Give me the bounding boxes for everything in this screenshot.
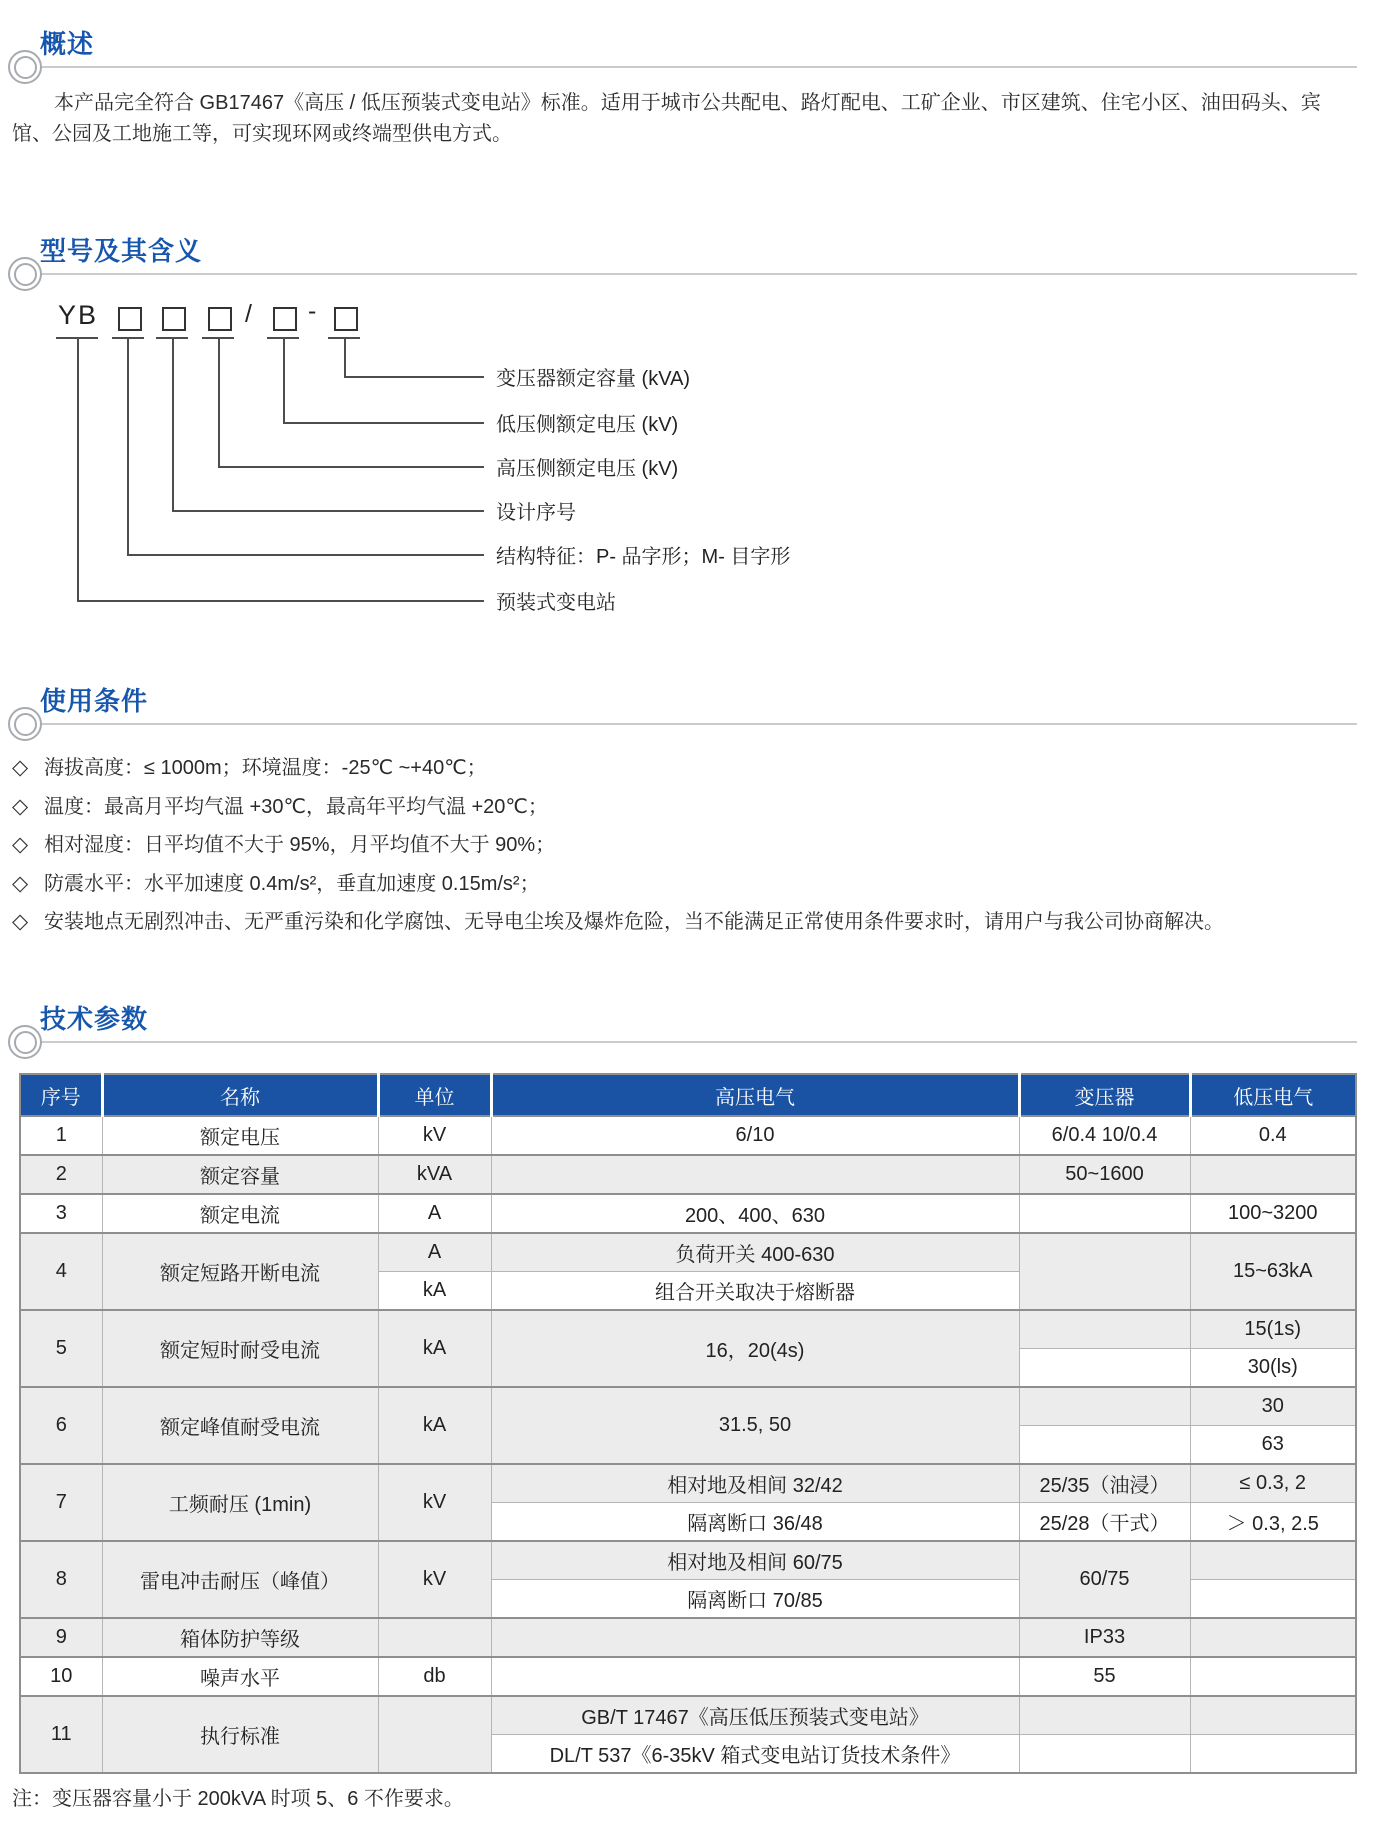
cell-r11-no: 11	[20, 1696, 102, 1773]
cell-r7-lv-b: ＞ 0.3, 2.5	[1190, 1503, 1356, 1542]
cell-r2-unit: kVA	[378, 1155, 491, 1194]
cell-r10-hv	[491, 1657, 1019, 1696]
cell-r3-no: 3	[20, 1194, 102, 1233]
cell-r7-name: 工频耐压 (1min)	[102, 1464, 378, 1541]
cell-r3-unit: A	[378, 1194, 491, 1233]
overview-paragraph: 本产品完全符合 GB17467《高压 / 低压预装式变电站》标准。适用于城市公共配电、路灯配电、工矿企业、市区建筑、住宅小区、油田码头、宾馆、公园及工地施工等，可实现环网或终端型供电方式。	[12, 92, 1321, 145]
connector-hline	[77, 600, 484, 602]
cell-r7-no: 7	[20, 1464, 102, 1541]
connector-vline	[218, 338, 220, 466]
cell-r11-name: 执行标准	[102, 1696, 378, 1773]
cell-r2-no: 2	[20, 1155, 102, 1194]
cell-r5-tr-b	[1019, 1349, 1190, 1388]
cell-r8-tr: 60/75	[1019, 1541, 1190, 1618]
cell-r7-tr-a: 25/35（油浸）	[1019, 1464, 1190, 1503]
cell-r9-name: 箱体防护等级	[102, 1618, 378, 1657]
cell-r3-hv: 200、400、630	[491, 1194, 1019, 1233]
table-row	[20, 1233, 1356, 1272]
cell-r2-lv	[1190, 1155, 1356, 1194]
section-title-conditions: 使用条件	[40, 686, 149, 716]
cell-r9-tr: IP33	[1019, 1618, 1190, 1657]
section-title-model: 型号及其含义	[40, 236, 203, 266]
params-table	[19, 1073, 1357, 1774]
cell-r1-lv: 0.4	[1190, 1116, 1356, 1155]
cell-r11-unit	[378, 1696, 491, 1773]
section-rule	[26, 723, 1357, 725]
condition-text: 防震水平：水平加速度 0.4m/s²，垂直加速度 0.15m/s²；	[44, 872, 540, 895]
cell-r6-tr-b	[1019, 1426, 1190, 1465]
model-box-1	[118, 307, 142, 331]
cell-r5-name: 额定短时耐受电流	[102, 1310, 378, 1387]
table-row	[20, 1116, 1356, 1155]
section-rule	[26, 66, 1357, 68]
model-box-2	[162, 307, 186, 331]
model-code-diagram	[0, 297, 1373, 632]
ring-icon	[8, 257, 42, 291]
connector-vline	[344, 338, 346, 376]
cell-r1-tr: 6/0.4 10/0.4	[1019, 1116, 1190, 1155]
diamond-bullet: ◇	[12, 833, 29, 856]
cell-r2-name: 额定容量	[102, 1155, 378, 1194]
table-row	[20, 1387, 1356, 1426]
cell-r6-tr-a	[1019, 1387, 1190, 1426]
model-label: 设计序号	[496, 502, 576, 524]
header-cell-no: 序号	[20, 1074, 102, 1116]
cell-r6-lv-a: 30	[1190, 1387, 1356, 1426]
cell-r11-tr-a	[1019, 1696, 1190, 1735]
cell-r9-unit	[378, 1618, 491, 1657]
condition-item	[12, 865, 1359, 904]
cell-r2-hv	[491, 1155, 1019, 1194]
table-row	[20, 1155, 1356, 1194]
cell-r4-unit-b: kA	[378, 1272, 491, 1311]
cell-r11-tr-b	[1019, 1735, 1190, 1774]
section-overview-header	[0, 24, 1373, 68]
model-label: 结构特征：P- 品字形；M- 目字形	[496, 546, 791, 568]
connector-vline	[127, 338, 129, 554]
cell-r10-tr: 55	[1019, 1657, 1190, 1696]
condition-item	[12, 826, 1359, 865]
cell-r4-hv-b: 组合开关取决于熔断器	[491, 1272, 1019, 1311]
cell-r9-no: 9	[20, 1618, 102, 1657]
model-box-5	[334, 307, 358, 331]
cell-r7-tr-b: 25/28（干式）	[1019, 1503, 1190, 1542]
diamond-bullet: ◇	[12, 871, 29, 895]
section-rule	[26, 1041, 1357, 1043]
table-row	[20, 1657, 1356, 1696]
cell-r5-lv-b: 30(ls)	[1190, 1349, 1356, 1388]
table-row	[20, 1464, 1356, 1503]
cell-r10-lv	[1190, 1657, 1356, 1696]
connector-hline	[172, 510, 484, 512]
cell-r10-unit: db	[378, 1657, 491, 1696]
model-box-3	[208, 307, 232, 331]
section-rule	[26, 273, 1357, 275]
cell-r5-hv: 16，20(4s)	[491, 1310, 1019, 1387]
connector-hline	[218, 466, 484, 468]
cell-r11-hv-a: GB/T 17467《高压低压预装式变电站》	[491, 1696, 1019, 1735]
cell-r11-lv-b	[1190, 1735, 1356, 1774]
condition-text: 安装地点无剧烈冲击、无严重污染和化学腐蚀、无导电尘埃及爆炸危险，当不能满足正常使用条件要求时，请用户与我公司协商解决。	[44, 911, 1224, 933]
section-conditions-header	[0, 681, 1373, 725]
cell-r5-unit: kA	[378, 1310, 491, 1387]
cell-r8-no: 8	[20, 1541, 102, 1618]
cell-r4-lv: 15~63kA	[1190, 1233, 1356, 1310]
ring-icon	[8, 1025, 42, 1059]
cell-r8-lv-b	[1190, 1580, 1356, 1619]
cell-r7-lv-a: ≤ 0.3, 2	[1190, 1464, 1356, 1503]
cell-r3-tr	[1019, 1194, 1190, 1233]
condition-text: 相对湿度：日平均值不大于 95%，月平均值不大于 90%；	[44, 834, 556, 856]
cell-r11-hv-b: DL/T 537《6-35kV 箱式变电站订货技术条件》	[491, 1735, 1019, 1774]
diamond-bullet: ◇	[12, 756, 29, 779]
condition-item	[12, 788, 1359, 827]
cell-r6-no: 6	[20, 1387, 102, 1464]
ring-icon	[8, 707, 42, 741]
connector-vline	[77, 338, 79, 600]
connector-hline	[127, 554, 484, 556]
cell-r4-no: 4	[20, 1233, 102, 1310]
cell-r6-lv-b: 63	[1190, 1426, 1356, 1465]
cell-r7-unit: kV	[378, 1464, 491, 1541]
cell-r8-hv-a: 相对地及相间 60/75	[491, 1541, 1019, 1580]
cell-r3-name: 额定电流	[102, 1194, 378, 1233]
cell-r8-lv-a	[1190, 1541, 1356, 1580]
cell-r4-name: 额定短路开断电流	[102, 1233, 378, 1310]
header-cell-hv: 高压电气	[491, 1074, 1019, 1116]
table-row	[20, 1194, 1356, 1233]
diamond-bullet: ◇	[12, 910, 29, 933]
cell-r4-unit-a: A	[378, 1233, 491, 1272]
section-params-header	[0, 999, 1373, 1043]
diamond-bullet: ◇	[12, 794, 29, 818]
model-label: 低压侧额定电压 (kV)	[496, 414, 679, 436]
table-row	[20, 1618, 1356, 1657]
section-title-overview: 概述	[40, 29, 95, 59]
header-cell-tr: 变压器	[1019, 1074, 1190, 1116]
cell-r5-no: 5	[20, 1310, 102, 1387]
cell-r1-unit: kV	[378, 1116, 491, 1155]
cell-r1-no: 1	[20, 1116, 102, 1155]
condition-text: 海拔高度：≤ 1000m；环境温度：-25℃ ~+40℃；	[44, 757, 487, 779]
cell-r3-lv: 100~3200	[1190, 1194, 1356, 1233]
cell-r7-hv-b: 隔离断口 36/48	[491, 1503, 1019, 1542]
cell-r5-tr-a	[1019, 1310, 1190, 1349]
cell-r8-name: 雷电冲击耐压（峰值）	[102, 1541, 378, 1618]
condition-text: 温度：最高月平均气温 +30℃，最高年平均气温 +20℃；	[44, 795, 548, 818]
header-cell-lv: 低压电气	[1190, 1074, 1356, 1116]
condition-item	[12, 903, 1359, 942]
connector-vline	[172, 338, 174, 510]
cell-r11-lv-a	[1190, 1696, 1356, 1735]
cell-r9-lv	[1190, 1618, 1356, 1657]
cell-r6-unit: kA	[378, 1387, 491, 1464]
model-box-4	[273, 307, 297, 331]
header-cell-unit: 单位	[378, 1074, 491, 1116]
condition-item	[12, 749, 1359, 788]
table-row	[20, 1541, 1356, 1580]
model-label: 变压器额定容量 (kVA)	[496, 368, 691, 390]
cell-r1-name: 额定电压	[102, 1116, 378, 1155]
model-label: 预装式变电站	[496, 592, 616, 614]
table-row	[20, 1696, 1356, 1735]
table-header-row	[20, 1074, 1356, 1116]
cell-r10-name: 噪声水平	[102, 1657, 378, 1696]
connector-hline	[283, 422, 484, 424]
cell-r9-hv	[491, 1618, 1019, 1657]
cell-r6-hv: 31.5, 50	[491, 1387, 1019, 1464]
ring-icon	[8, 50, 42, 84]
model-prefix: YB	[58, 300, 99, 330]
cell-r8-unit: kV	[378, 1541, 491, 1618]
cell-r6-name: 额定峰值耐受电流	[102, 1387, 378, 1464]
model-slash: /	[245, 300, 252, 328]
cell-r5-lv-a: 15(1s)	[1190, 1310, 1356, 1349]
header-cell-name: 名称	[102, 1074, 378, 1116]
cell-r4-tr	[1019, 1233, 1190, 1310]
connector-vline	[283, 338, 285, 422]
model-label: 高压侧额定电压 (kV)	[496, 458, 679, 480]
table-note: 注：变压器容量小于 200kVA 时项 5、6 不作要求。	[12, 1788, 464, 1810]
cell-r7-hv-a: 相对地及相间 32/42	[491, 1464, 1019, 1503]
cell-r2-tr: 50~1600	[1019, 1155, 1190, 1194]
connector-hline	[344, 376, 484, 378]
table-row	[20, 1310, 1356, 1349]
section-title-params: 技术参数	[40, 1004, 149, 1034]
cell-r10-no: 10	[20, 1657, 102, 1696]
conditions-list	[12, 749, 1359, 942]
cell-r8-hv-b: 隔离断口 70/85	[491, 1580, 1019, 1619]
section-model-header	[0, 231, 1373, 275]
model-dash: -	[308, 297, 317, 325]
cell-r4-hv-a: 负荷开关 400-630	[491, 1233, 1019, 1272]
cell-r1-hv: 6/10	[491, 1116, 1019, 1155]
